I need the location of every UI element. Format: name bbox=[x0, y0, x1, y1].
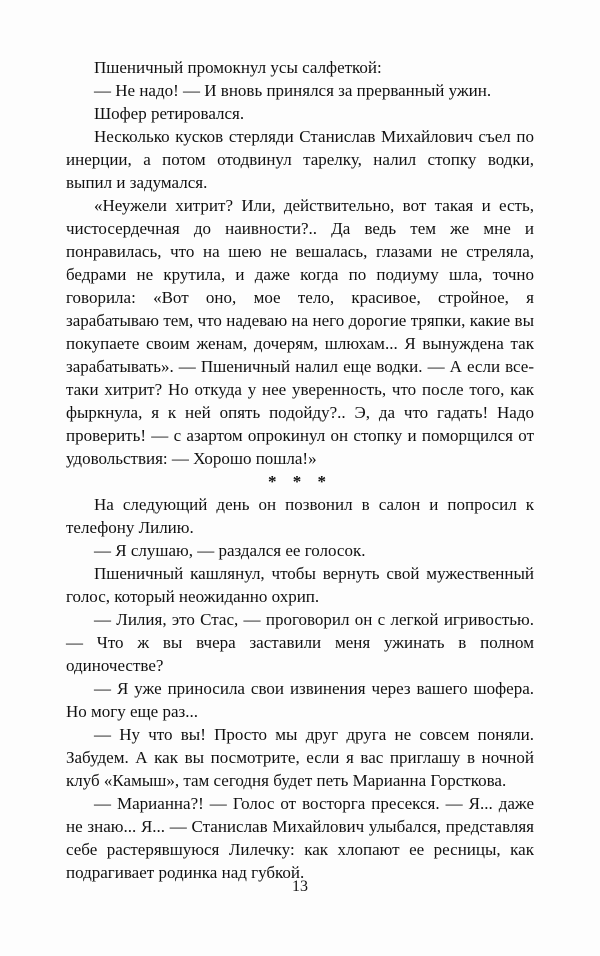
paragraph: «Неужели хитрит? Или, действительно, вот такая и есть, чистосердечная до наивности?.. Да ведь тем же мне и понравилась, что на шею не вешалась, глазами не стреляла, бедрами не крутила, и даже когда по подиуму шла, точно говорила: «Вот оно, мое тело, красивое, стройное, я зарабатываю тем, что надеваю на него дорогие тряпки, какие вы покупаете своим женам, дочерям, шлюхам... Я вынуждена так зарабатывать». — Пшеничный налил еще водки. — А если все-таки хитрит? Но откуда у нее уверенность, что после того, как фыркнула, я к ней опять подойду?.. Э, да что гадать! Надо проверить! — с азартом опрокинул он стопку и поморщился от удовольствия: — Хорошо пошла!» bbox=[66, 196, 534, 468]
paragraph: Несколько кусков стерляди Станислав Михайлович съел по инерции, а потом отодвинул тарелку, налил стопку водки, выпил и задумался. bbox=[66, 127, 534, 192]
text-block bbox=[66, 56, 534, 884]
paragraph: Пшеничный кашлянул, чтобы вернуть свой мужественный голос, который неожиданно охрип. bbox=[66, 564, 534, 606]
paragraph: На следующий день он позвонил в салон и попросил к телефону Лилию. bbox=[66, 495, 534, 537]
paragraph: — Не надо! — И вновь принялся за прерванный ужин. bbox=[94, 81, 492, 100]
paragraph: — Ну что вы! Просто мы друг друга не совсем поняли. Забудем. А как вы посмотрите, если я вас приглашу в ночной клуб «Камыш», там сегодня будет петь Марианна Горсткова. bbox=[66, 725, 534, 790]
paragraph: Шофер ретировался. bbox=[94, 104, 245, 123]
section-separator: * * * bbox=[268, 472, 332, 491]
paragraph: — Я слушаю, — раздался ее голосок. bbox=[94, 541, 366, 560]
page-number: 13 bbox=[292, 878, 308, 895]
paragraph: — Лилия, это Стас, — проговорил он с легкой игривостью. — Что ж вы вчера заставили меня ужинать в полном одиночестве? bbox=[66, 610, 534, 675]
paragraph: — Марианна?! — Голос от восторга пресекся. — Я... даже не знаю... Я... — Станислав Михайлович улыбался, представляя себе растерявшуюся Лилечку: как хлопают ее ресницы, как подрагивает родинка над губкой. bbox=[66, 794, 534, 882]
paragraph: Пшеничный промокнул усы салфеткой: bbox=[94, 58, 382, 77]
paragraph: — Я уже приносила свои извинения через вашего шофера. Но могу еще раз... bbox=[66, 679, 534, 721]
